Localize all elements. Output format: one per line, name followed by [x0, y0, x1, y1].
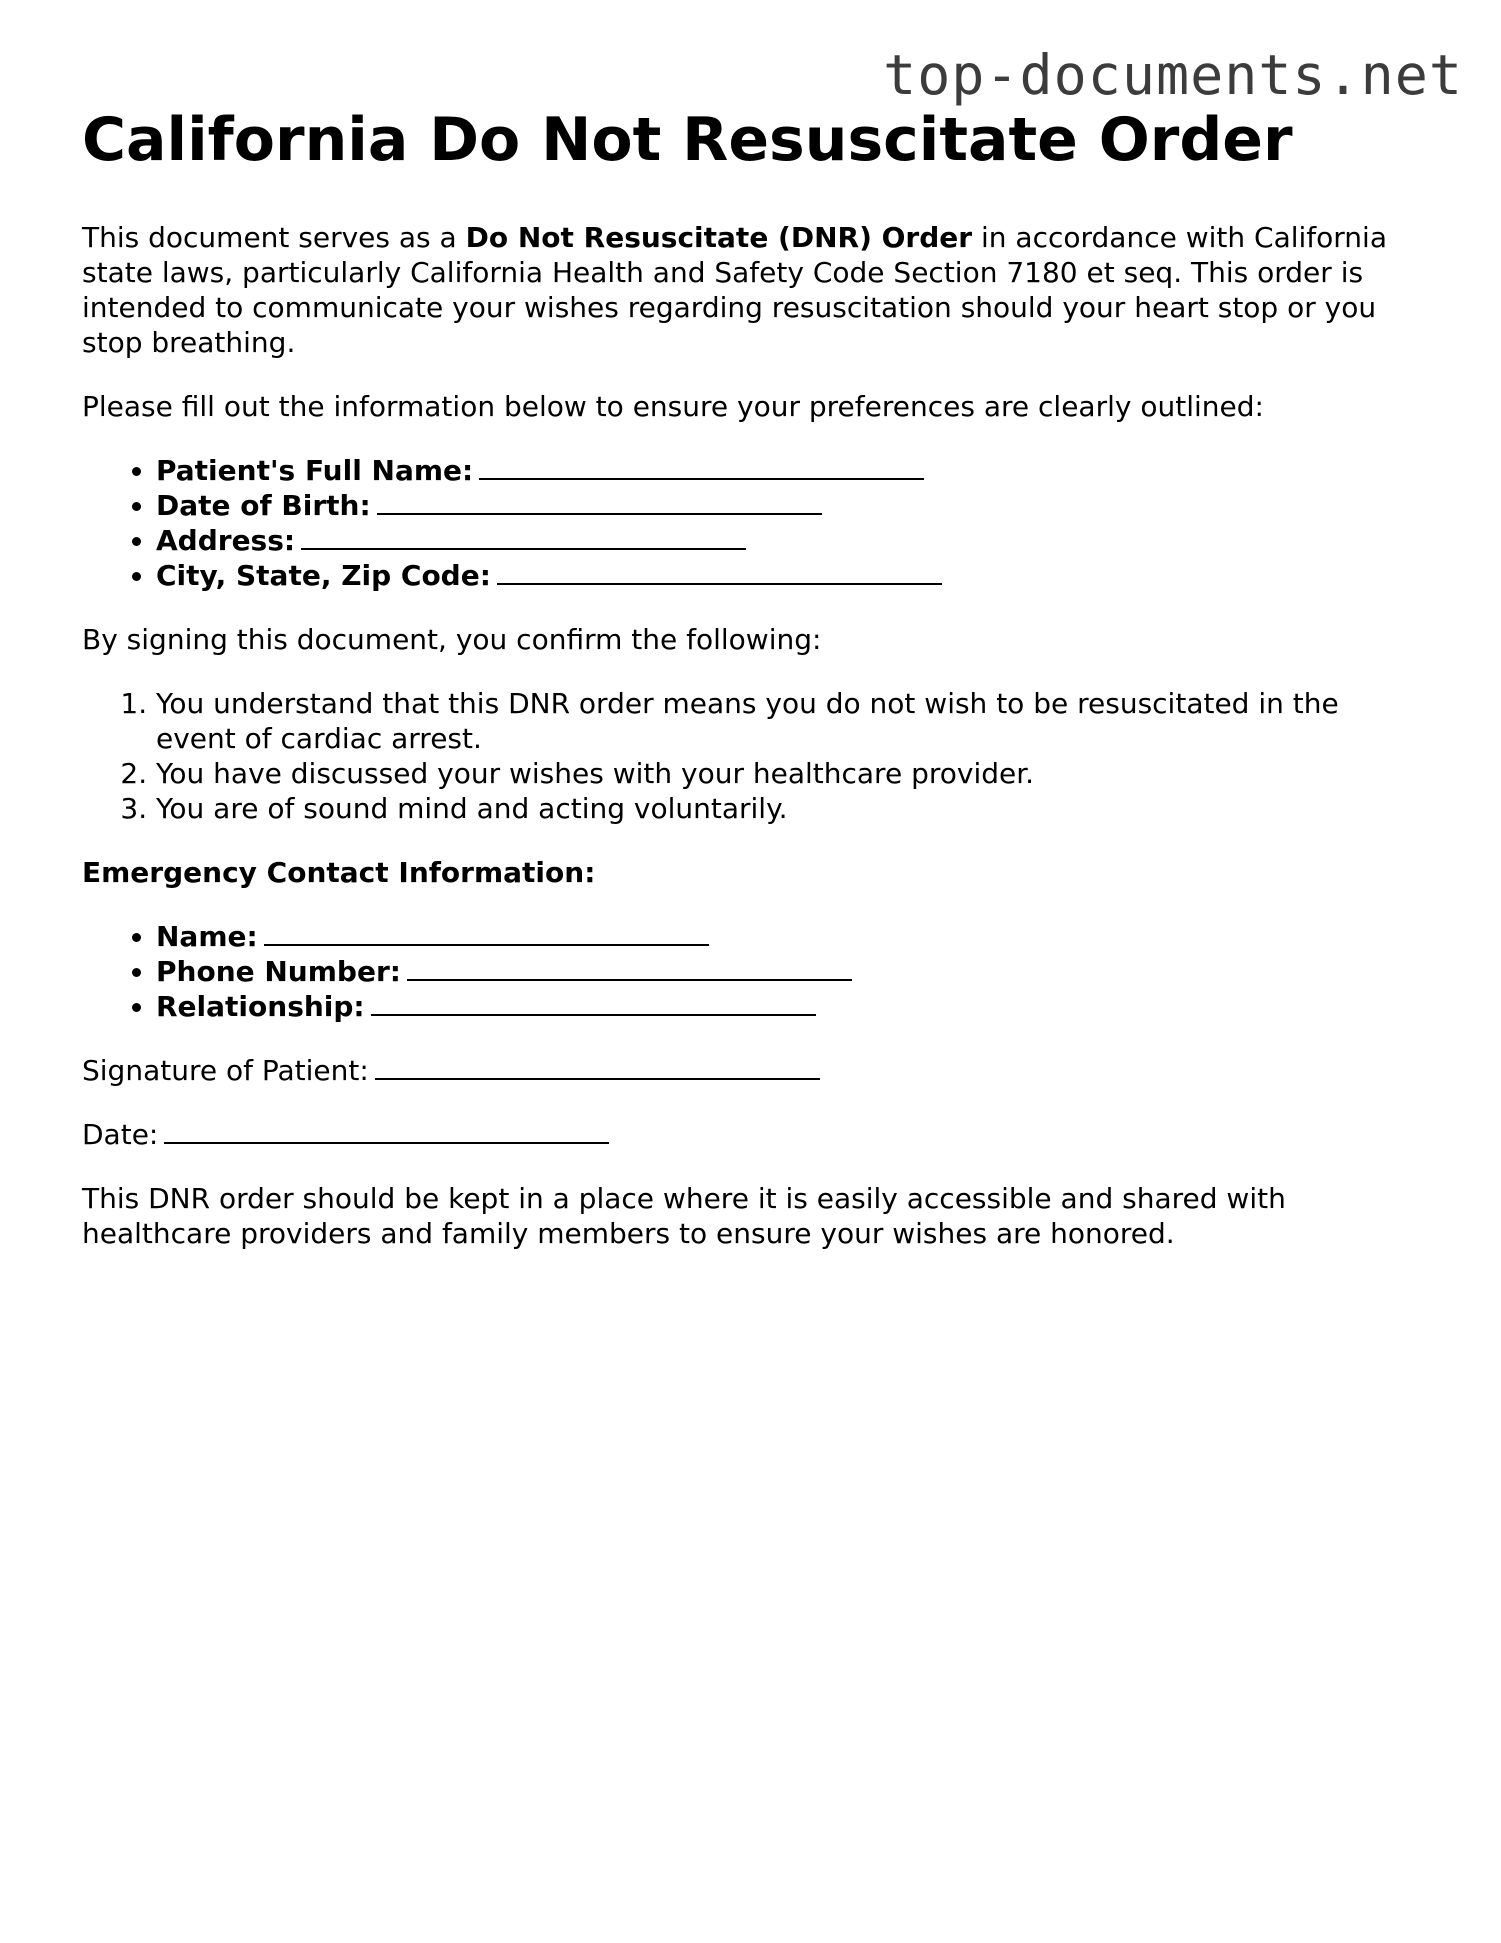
city-state-zip-blank[interactable] [497, 561, 942, 585]
phone-number-blank[interactable] [407, 957, 852, 981]
field-city-state-zip [156, 558, 1422, 593]
document-body [82, 104, 1422, 1251]
field-label: Date of Birth: [156, 489, 371, 522]
field-patient-name [156, 453, 1422, 488]
date-blank[interactable] [164, 1120, 609, 1144]
field-label: Relationship: [156, 990, 365, 1023]
intro-bold: Do Not Resuscitate (DNR) Order [465, 221, 973, 254]
date-label: Date: [82, 1118, 159, 1151]
confirmation-item: 1. You understand that this DNR order means you do not wish to be resuscitated in the event of cardiac arrest. [156, 686, 1422, 756]
field-label: City, State, Zip Code: [156, 559, 491, 592]
signature-line [82, 1053, 1422, 1088]
intro-paragraph [82, 220, 1422, 360]
emergency-heading [82, 855, 1422, 890]
field-relationship [156, 989, 1422, 1024]
address-blank[interactable] [301, 526, 746, 550]
fill-instruction: Please fill out the information below to ensure your preferences are clearly outlined: [82, 390, 1264, 423]
date-line [82, 1117, 1422, 1152]
field-label: Name: [156, 920, 258, 953]
relationship-blank[interactable] [371, 992, 816, 1016]
emergency-fields-list [82, 919, 1422, 1024]
signature-label: Signature of Patient: [82, 1054, 369, 1087]
intro-suffix: in accordance with California state laws, particularly California Health and Safety Code Section 7180 et seq. This order is intended to communicate your wishes regarding resuscitation should your heart stop or you stop breathing. [82, 221, 1387, 359]
patient-name-blank[interactable] [479, 456, 924, 480]
field-phone-number [156, 954, 1422, 989]
confirmation-item: 3. You are of sound mind and acting voluntarily. [156, 791, 1422, 826]
field-label: Patient's Full Name: [156, 454, 474, 487]
patient-fields-list [82, 453, 1422, 593]
date-of-birth-blank[interactable] [377, 491, 822, 515]
confirmations-list [82, 686, 1422, 826]
closing-paragraph: This DNR order should be kept in a place where it is easily accessible and shared with healthcare providers and family members to ensure your wishes are honored. [82, 1182, 1286, 1250]
field-label: Address: [156, 524, 296, 557]
signature-blank[interactable] [375, 1056, 820, 1080]
confirm-intro: By signing this document, you confirm the following: [82, 623, 822, 656]
field-label: Phone Number: [156, 955, 401, 988]
field-emergency-name [156, 919, 1422, 954]
intro-prefix: This document serves as a [82, 221, 466, 254]
field-address [156, 523, 1422, 558]
field-date-of-birth [156, 488, 1422, 523]
watermark: top-documents.net [883, 43, 1463, 107]
page-title: California Do Not Resuscitate Order [82, 105, 1293, 175]
emergency-name-blank[interactable] [264, 922, 709, 946]
confirmation-item: 2. You have discussed your wishes with your healthcare provider. [156, 756, 1422, 791]
emergency-heading-text: Emergency Contact Information: [82, 856, 596, 889]
